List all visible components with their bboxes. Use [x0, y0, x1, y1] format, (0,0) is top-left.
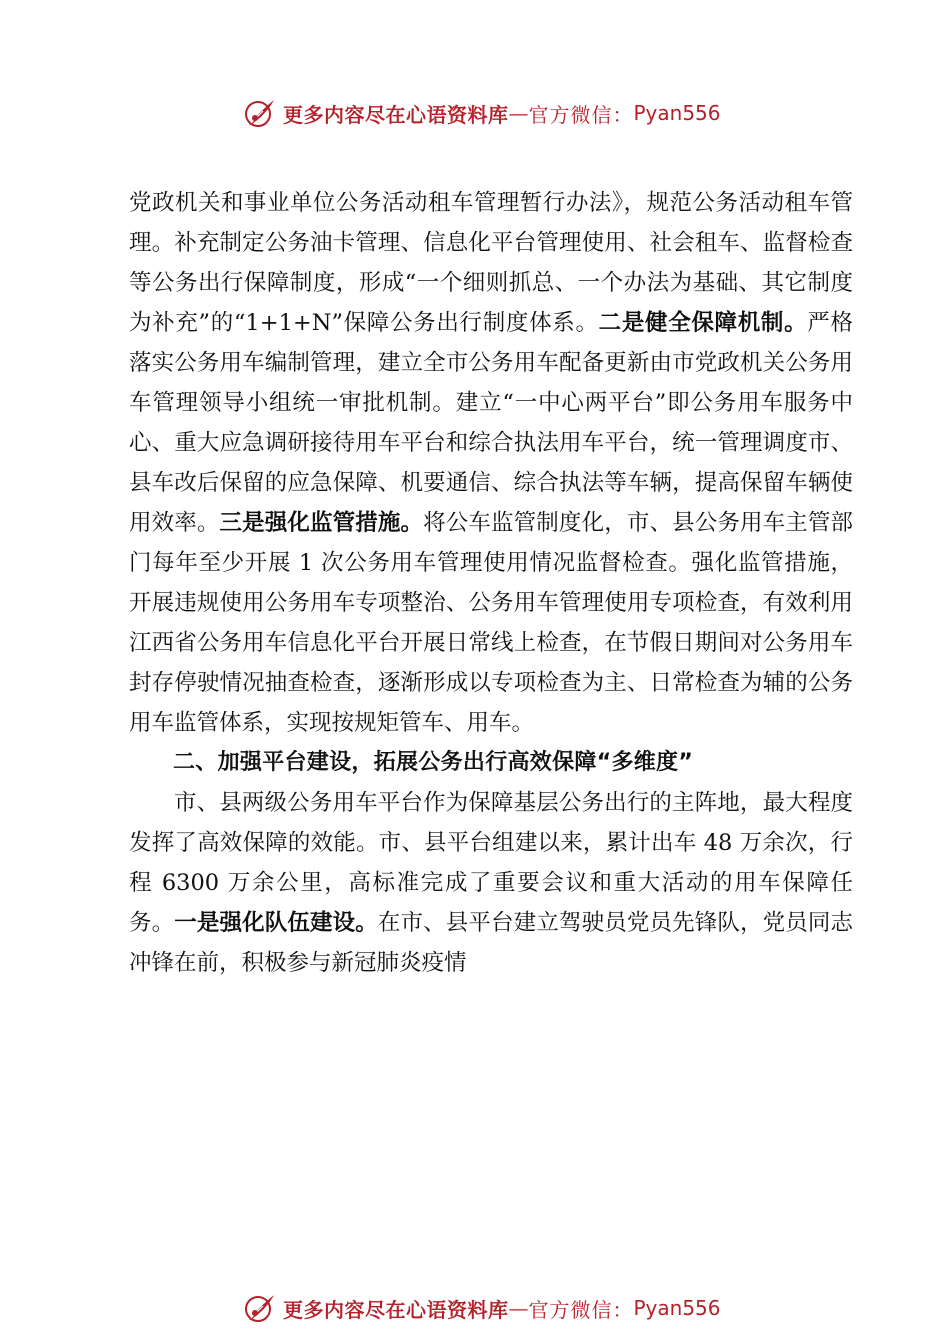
document-body: [129, 183, 853, 983]
quill-pen-logo-icon: [243, 97, 277, 129]
footer-banner: [243, 1292, 721, 1324]
wechat-id: Pyan556: [633, 101, 721, 125]
paragraph-1: [129, 183, 853, 743]
paragraph-2: [129, 783, 853, 983]
separator-dash: —: [508, 101, 529, 125]
wechat-label: 官方微信：: [528, 102, 634, 127]
paragraph-text: 党政机关和事业单位公务活动租车管理暂行办法》，规范公务活动租车管理。补充制定公务油卡管理、信息化平台管理使用、社会租车、监督检查等公务出行保障制度，形成“一个细则抓总、一个办法为基础、其它制度为补充”的“1+1+N”保障公务出行制度体系。: [129, 190, 853, 336]
wechat-id: Pyan556: [633, 1296, 721, 1320]
paragraph-text: 市、县两级公务用车平台作为保障基层公务出行的主阵地，最大程度发挥了高效保障的效能。市、县平台组建以来，累计出车 48 万余次，行程 6300 万余公里，高标准完成了重要会议和重大活动的用车保障任务。: [129, 790, 853, 936]
bold-lead-sentence: 三是强化监管措施。: [219, 510, 424, 536]
site-name: 更多内容尽在心语资料库: [283, 102, 509, 127]
site-name: 更多内容尽在心语资料库: [283, 1297, 509, 1322]
paragraph-text: 严格落实公务用车编制管理，建立全市公务用车配备更新由市党政机关公务用车管理领导小组统一审批机制。建立“一中心两平台”即公务用车服务中心、重大应急调研接待用车平台和综合执法用车平台，统一管理调度市、县车改后保留的应急保障、机要通信、综合执法等车辆，提高保留车辆使用效率。: [129, 310, 853, 536]
wechat-label: 官方微信：: [528, 1297, 634, 1322]
section-heading: 二、加强平台建设，拓展公务出行高效保障“多维度”: [173, 750, 694, 775]
bold-lead-sentence: 二是健全保障机制。: [598, 310, 808, 336]
paragraph-text: 将公车监管制度化，市、县公务用车主管部门每年至少开展 1 次公务用车管理使用情况监督检查。强化监管措施，开展违规使用公务用车专项整治、公务用车管理使用专项检查，有效利用江西省公务用车信息化平台开展日常线上检查，在节假日期间对公务用车封存停驶情况抽查检查，逐渐形成以专项检查为主、日常检查为辅的公务用车监管体系，实现按规矩管车、用车。: [129, 510, 853, 736]
header-banner: [243, 97, 721, 129]
separator-dash: —: [508, 1296, 529, 1320]
bold-lead-sentence: 一是强化队伍建设。: [174, 910, 378, 936]
paragraph-text: 在市、县平台建立驾驶员党员先锋队，党员同志冲锋在前，积极参与新冠肺炎疫情: [129, 910, 853, 976]
quill-pen-logo-icon: [243, 1292, 277, 1324]
